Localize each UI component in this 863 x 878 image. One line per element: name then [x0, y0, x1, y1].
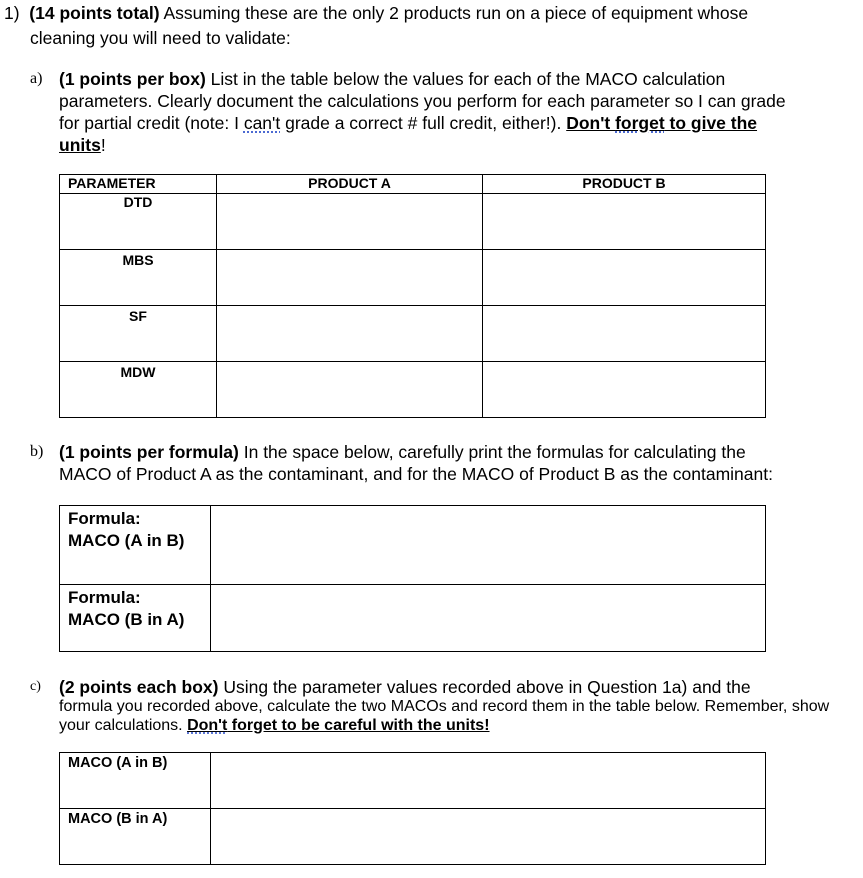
part-c-points: (2 points each box) [59, 677, 219, 697]
part-a-line-4 [59, 134, 106, 156]
maco-b-in-a-cell[interactable] [211, 809, 766, 865]
product-a-dtd-cell[interactable] [217, 194, 483, 250]
maco-table [59, 752, 766, 865]
parameter-table-header [60, 175, 766, 194]
formula-label-1: Formula: [68, 588, 141, 607]
formula-b-in-a-label [60, 585, 211, 652]
product-a-mdw-cell[interactable] [217, 362, 483, 418]
header-parameter: PARAMETER [60, 175, 217, 194]
maco-a-in-b-label: MACO (A in B) [60, 753, 211, 809]
header-product-a: PRODUCT A [217, 175, 483, 194]
part-a-label: a) [30, 70, 43, 87]
maco-b-in-a-label: MACO (B in A) [60, 809, 211, 865]
formula-b-in-a-cell[interactable] [211, 585, 766, 652]
question-number: 1) [4, 3, 20, 23]
question-text: Assuming these are the only 2 products run on a piece of equipment whose [159, 3, 749, 23]
formula-a-in-b-label [60, 506, 211, 585]
part-c-line-2 [59, 697, 829, 716]
parameter-table [59, 174, 766, 418]
param-mdw: MDW [60, 362, 217, 418]
question-points: (14 points total) [29, 3, 160, 23]
formula-table [59, 505, 766, 652]
part-c-label: c) [30, 679, 41, 694]
part-a-text-3a: for partial credit (note: I [59, 113, 244, 133]
part-c-text-3a: your calculations. [59, 717, 188, 734]
part-a-units: units [59, 135, 101, 155]
question-1-line-2 [30, 27, 291, 49]
part-a-line-1 [59, 68, 725, 90]
part-c-text-3b: forget to be careful with the units! [227, 717, 490, 734]
part-a-points: (1 points per box) [59, 69, 206, 89]
table-row [60, 585, 766, 652]
part-c-dont: Don't [187, 717, 228, 734]
param-sf: SF [60, 306, 217, 362]
formula-label-2: MACO (A in B) [68, 531, 185, 550]
part-a-line-2 [59, 90, 786, 112]
table-row [60, 506, 766, 585]
part-a-line-3 [59, 112, 757, 134]
table-row [60, 362, 766, 418]
part-a-text-2: parameters. Clearly document the calculations you perform for each parameter so I can grade [59, 91, 786, 111]
param-dtd: DTD [60, 194, 217, 250]
question-text-2: cleaning you will need to validate: [30, 28, 291, 48]
part-c-line-1 [59, 676, 751, 698]
part-a-bold-2: to give the [664, 113, 758, 133]
table-row [60, 194, 766, 250]
part-c-line-3 [59, 716, 490, 735]
param-mbs: MBS [60, 250, 217, 306]
formula-label-1: Formula: [68, 509, 141, 528]
question-1-line-1 [4, 2, 748, 24]
part-b-points: (1 points per formula) [59, 442, 239, 462]
part-c-text-2: formula you recorded above, calculate the two MACOs and record them in the table below. Remember, show [59, 698, 830, 715]
part-b-label: b) [30, 443, 44, 460]
product-b-mdw-cell[interactable] [483, 362, 766, 418]
formula-label-2: MACO (B in A) [68, 610, 185, 629]
table-row [60, 250, 766, 306]
part-a-bang: ! [100, 135, 106, 155]
table-row [60, 306, 766, 362]
part-c-text-1: Using the parameter values recorded above in Question 1a) and the [218, 677, 751, 697]
table-row [60, 809, 766, 865]
product-b-mbs-cell[interactable] [483, 250, 766, 306]
part-a-text-3b: grade a correct # full credit, either!). [280, 113, 567, 133]
product-b-sf-cell[interactable] [483, 306, 766, 362]
formula-a-in-b-cell[interactable] [211, 506, 766, 585]
part-b-text-1: In the space below, carefully print the formulas for calculating the [238, 442, 746, 462]
part-a-text-1: List in the table below the values for each of the MACO calculation [205, 69, 726, 89]
header-product-b: PRODUCT B [483, 175, 766, 194]
part-b-text-2: MACO of Product A as the contaminant, and for the MACO of Product B as the contaminant: [59, 464, 773, 484]
part-a-bold-1: Don't [566, 113, 616, 133]
part-b-line-1 [59, 441, 746, 463]
product-b-dtd-cell[interactable] [483, 194, 766, 250]
product-a-sf-cell[interactable] [217, 306, 483, 362]
maco-a-in-b-cell[interactable] [211, 753, 766, 809]
part-a-forget: forget [615, 113, 665, 133]
table-row [60, 753, 766, 809]
part-a-cant: can't [243, 113, 281, 133]
part-b-line-2 [59, 463, 773, 485]
product-a-mbs-cell[interactable] [217, 250, 483, 306]
